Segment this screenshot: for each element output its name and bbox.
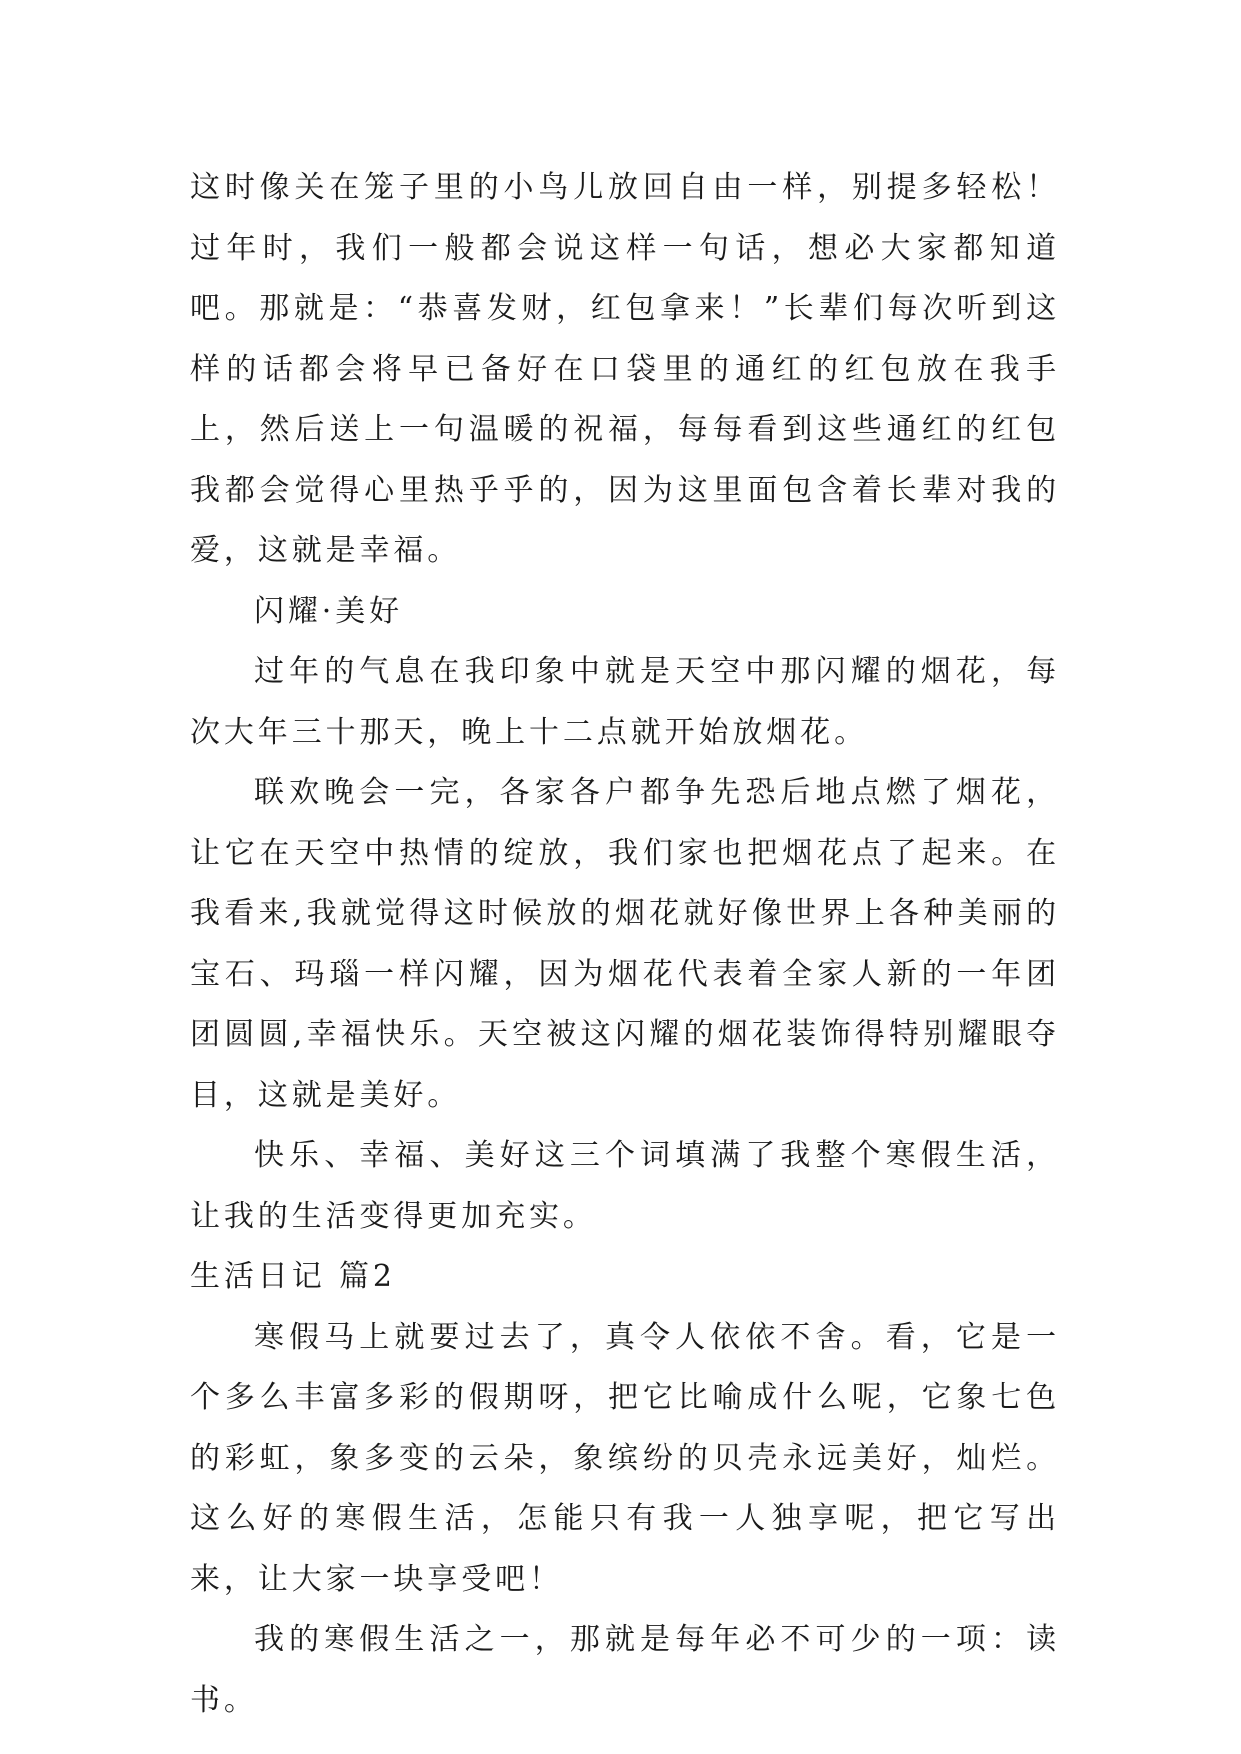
body-paragraph: 寒假马上就要过去了，真令人依依不舍。看，它是一个多么丰富多彩的假期呀，把它比喻成什么呢，它象七色的彩虹，象多变的云朵，象缤纷的贝壳永远美好，灿烂。这么好的寒假生活，怎能只有我一人独享呢，把它写出来，让大家一块享受吧！ [190, 1319, 1060, 1597]
body-paragraph: 这时像关在笼子里的小鸟儿放回自由一样，别提多轻松！过年时，我们一般都会说这样一句话，想必大家都知道吧。那就是：“恭喜发财，红包拿来！”长辈们每次听到这样的话都会将早已备好在口袋里的通红的红包放在我手上，然后送上一句温暖的祝福，每每看到这些通红的红包我都会觉得心里热乎乎的，因为这里面包含着长辈对我的爱，这就是幸福。 [190, 170, 1060, 568]
body-paragraph: 联欢晚会一完，各家各户都争先恐后地点燃了烟花，让它在天空中热情的绽放，我们家也把烟花点了起来。在我看来,我就觉得这时候放的烟花就好像世界上各种美丽的宝石、玛瑙一样闪耀，因为烟花代表着全家人新的一年团团圆圆,幸福快乐。天空被这闪耀的烟花装饰得特别耀眼夺目，这就是美好。 [190, 775, 1060, 1113]
document-body [190, 158, 1060, 1731]
section-title: 生活日记 篇2 [190, 1259, 396, 1294]
section-subheading: 闪耀·美好 [254, 593, 404, 629]
body-paragraph: 我的寒假生活之一，那就是每年必不可少的一项：读书。 [190, 1622, 1060, 1718]
body-paragraph: 快乐、幸福、美好这三个词填满了我整个寒假生活，让我的生活变得更加充实。 [190, 1138, 1060, 1234]
body-paragraph: 过年的气息在我印象中就是天空中那闪耀的烟花，每次大年三十那天，晚上十二点就开始放烟花。 [190, 654, 1060, 750]
